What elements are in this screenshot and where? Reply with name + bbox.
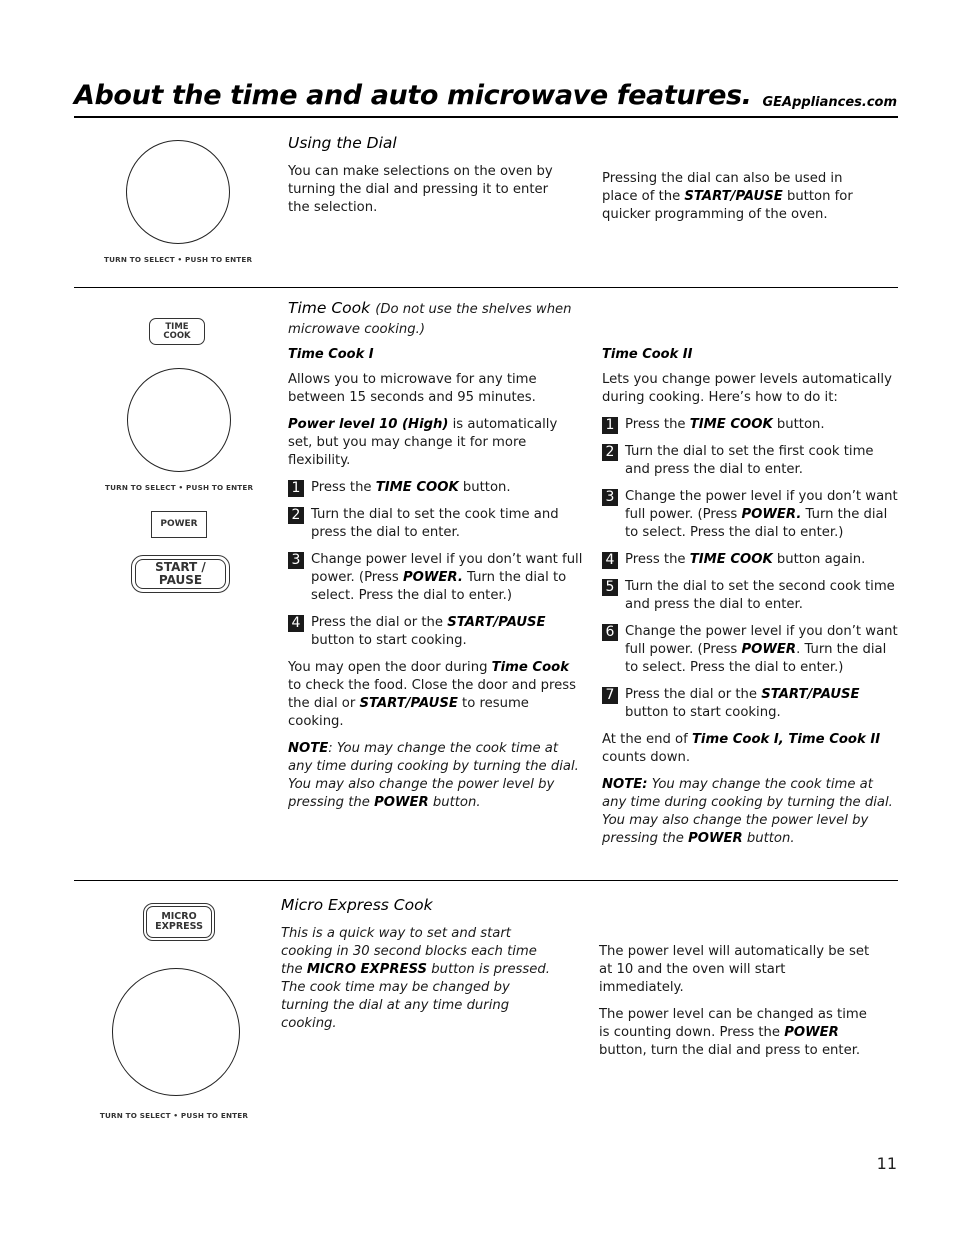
step-item: 2 Turn the dial to set the cook time and press the dial to enter. — [288, 506, 584, 542]
step-number: 2 — [602, 444, 618, 461]
time-cook-button: TIME COOK — [149, 318, 205, 345]
time-cook-two-note: NOTE: You may change the cook time at any time during cooking by turning the dial. You may also change the power level by pressing the POWER button. — [602, 777, 893, 846]
step-number: 4 — [288, 615, 304, 632]
time-cook-one-note: NOTE: You may change the cook time at any time during cooking by turning the dial. You may also change the power level by pressing the POWER button. — [288, 741, 579, 810]
time-cook-one-column — [288, 347, 584, 812]
website-url: GEAppliances.com — [762, 95, 897, 110]
time-cook-one-door: You may open the door during Time Cook to check the food. Close the door and press the dial or START/PAUSE to resume cooking. — [288, 660, 577, 729]
dial-icon — [127, 368, 231, 472]
step-number: 1 — [602, 417, 618, 434]
time-cook-two-end: At the end of Time Cook I, Time Cook II counts down. — [602, 732, 881, 765]
using-dial-left-text: You can make selections on the oven by turning the dial and pressing it to enter the selection. — [288, 164, 553, 215]
page-title: About the time and auto microwave features. — [74, 80, 752, 111]
step-number: 5 — [602, 579, 618, 596]
time-cook-one-power: Power level 10 (High) is automatically set, but you may change it for more flexibility. — [288, 417, 558, 468]
section-divider — [74, 287, 898, 288]
step-number: 6 — [602, 624, 618, 641]
step-number: 7 — [602, 687, 618, 704]
start-pause-button: START / PAUSE — [135, 559, 226, 589]
step-item: 6 Change the power level if you don’t want full power. (Press POWER. Turn the dial to select. Press the dial to enter.) — [602, 623, 898, 677]
step-number: 1 — [288, 480, 304, 497]
step-number: 4 — [602, 552, 618, 569]
time-cook-two-column — [602, 347, 898, 848]
micro-express-left-text: This is a quick way to set and start cooking in 30 second blocks each time the MICRO EXPRESS button is pressed. The cook time may be changed by turning the dial at any time during cooking. — [281, 926, 550, 1031]
step-item: 1 Press the TIME COOK button. — [288, 479, 584, 497]
step-item: 1 Press the TIME COOK button. — [602, 416, 898, 434]
time-cook-two-steps — [602, 416, 898, 722]
dial-caption: TURN TO SELECT • PUSH TO ENTER — [104, 255, 253, 264]
dial-caption: TURN TO SELECT • PUSH TO ENTER — [105, 483, 254, 492]
time-cook-one-heading: Time Cook I — [288, 347, 374, 362]
using-dial-right-text: Pressing the dial can also be used in place of the START/PAUSE button for quicker programming of the oven. — [602, 171, 853, 222]
page-number: 11 — [876, 1154, 897, 1173]
section-divider — [74, 880, 898, 881]
time-cook-one-steps — [288, 479, 584, 650]
dial-icon — [126, 140, 230, 244]
time-cook-two-intro: Lets you change power levels automatically during cooking. Here’s how to do it: — [602, 372, 892, 405]
time-cook-one-intro: Allows you to microwave for any time between 15 seconds and 95 minutes. — [288, 372, 537, 405]
step-item: 2 Turn the dial to set the first cook time and press the dial to enter. — [602, 443, 898, 479]
micro-express-button: MICRO EXPRESS — [146, 906, 212, 938]
micro-express-right-text: The power level will automatically be set at 10 and the oven will start immediately. The power level can be changed as time is counting down. Press the POWER button, turn the dial and press to enter. — [599, 944, 870, 1058]
step-item: 3 Change power level if you don’t want full power. (Press POWER. Turn the dial to select. Press the dial to enter.) — [288, 551, 584, 605]
time-cook-heading: Time Cook (Do not use the shelves when microwave cooking.) — [288, 299, 572, 337]
time-cook-two-heading: Time Cook II — [602, 347, 693, 362]
micro-express-heading: Micro Express Cook — [281, 896, 433, 914]
step-item: 7 Press the dial or the START/PAUSE button to start cooking. — [602, 686, 898, 722]
dial-caption: TURN TO SELECT • PUSH TO ENTER — [99, 1111, 249, 1120]
step-item: 5 Turn the dial to set the second cook time and press the dial to enter. — [602, 578, 898, 614]
dial-icon — [112, 968, 240, 1096]
step-item: 4 Press the TIME COOK button again. — [602, 551, 898, 569]
using-dial-heading: Using the Dial — [288, 134, 397, 152]
step-number: 3 — [288, 552, 304, 569]
step-item: 4 Press the dial or the START/PAUSE button to start cooking. — [288, 614, 584, 650]
header-rule — [74, 116, 898, 118]
step-number: 3 — [602, 489, 618, 506]
step-number: 2 — [288, 507, 304, 524]
step-item: 3 Change the power level if you don’t want full power. (Press POWER. Turn the dial to select. Press the dial to enter.) — [602, 488, 898, 542]
power-button: POWER — [151, 511, 207, 538]
